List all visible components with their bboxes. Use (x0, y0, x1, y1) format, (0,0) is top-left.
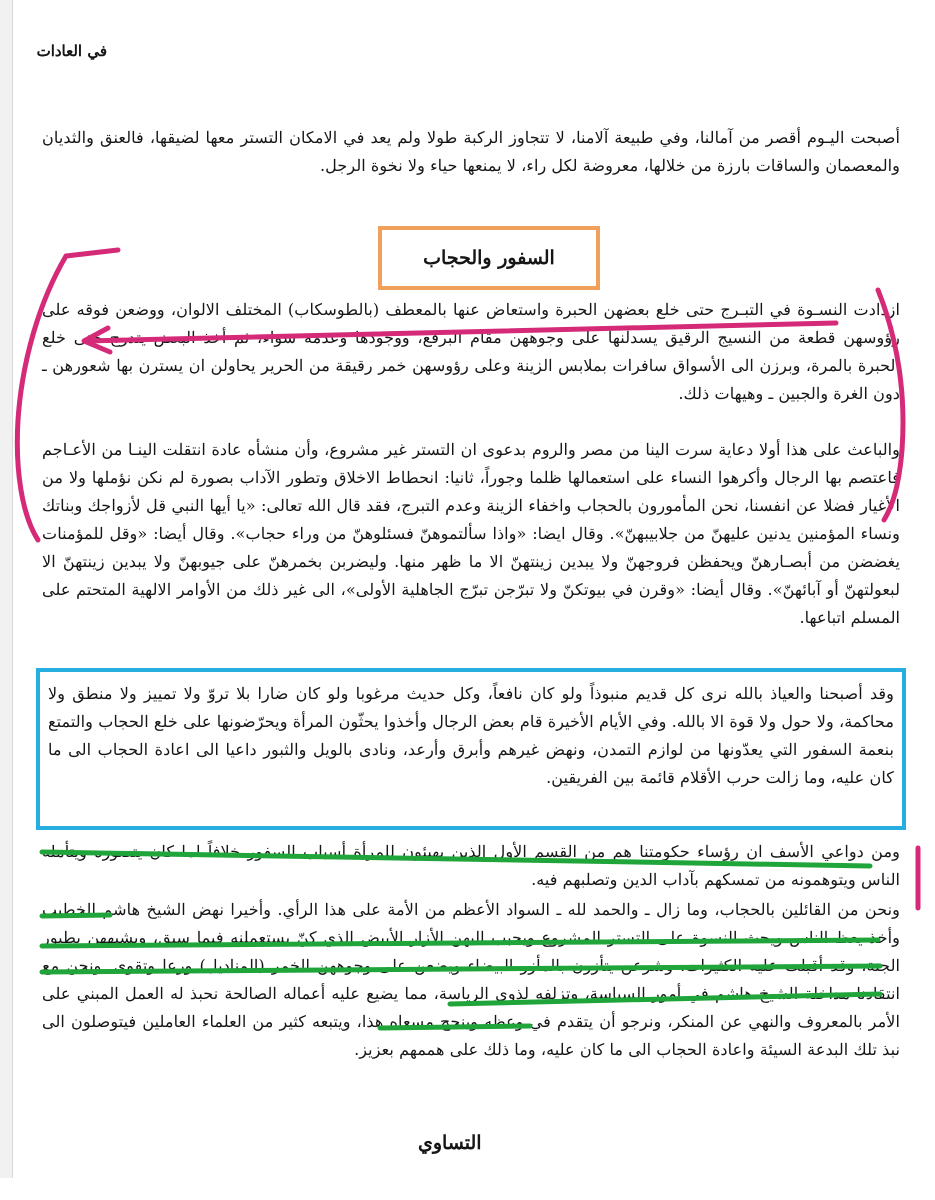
paragraph-1: ازدادت النسـوة في التبـرج حتى خلع بعضهن الحبرة واستعاض عنها بالمعطف (بالطوسكاب) المختلف الالوان، ووضعن فوقه على رؤوسهن قطعة من النسيج الرقيق يسدلنها على وجوههن مقام البرقع، ووجودها وعدمه سواء، ثم أخذ البعض يتدرج حتى خلع الحبرة بالمرة، وبرزن الى الأسواق سافرات بملابس الزينة وعلى رؤوسهن خمر رقيقة من الحرير يحاولن ان يسترن بها شعورهن ـ دون الغرة والجبين ـ وهيهات ذلك. (42, 300, 900, 403)
author-signature: التساوي (418, 1132, 482, 1154)
intro-paragraph: أصبحت اليـوم أقصر من آمالنا، وفي طبيعة آلامنا، لا تتجاوز الركبة طولا ولم يعد في الامكان التستر معها لضيقها، فالعنق والثديان والمعصمان والساقات بارزة من خلالها، معروضة لكل راء، لا يمنعها حياء ولا نخوة الرجل. (42, 128, 900, 175)
page-edge (0, 0, 13, 1178)
section-title-box (378, 226, 600, 290)
paragraph-2: والباعث على هذا أولا دعاية سرت الينا من مصر والروم بدعوى ان التستر غير مشروع، وأن منشأه عادة انتقلت الينـا من الأعـاجم فاعتصم بها الرجال وأكرهوا النساء على استعمالها ظلما وجوراً، ثانيا: انحطاط الاخلاق وتطور الآداب بصورة لم نكن نؤملها ولا من الأغيار فضلا عن انفسنا، نحن المأمورون بالحجاب واخفاء الزينة وعدم التبرج، فقد قال الله تعالى: «يا أيها النبي قل لأزواجك وبناتك ونساء المؤمنين يدنين عليهنّ من جلابيبهنّ». وقال ايضا: «واذا سألتموهنّ فسئلوهنّ من وراء حجاب». وقال أيضا: «وقل للمؤمنات يغضضن من أبصـارهنّ ويحفظن فروجهنّ ولا يبدين زينتهنّ الا ما ظهر منها. وليضربن بخمرهنّ على جيوبهنّ ولا يبدين زينتهنّ الا لبعولتهنّ أو آبائهنّ». وقال أيضا: «وقرن في بيوتكنّ ولا تبرّجن تبرّج الجاهلية الأولى»، الى غير ذلك من الأوامر الالهية المتحتم على المسلم اتباعها. (42, 440, 900, 627)
running-header: في العادات (36, 42, 107, 60)
paragraph-5: ونحن من القائلين بالحجاب، وما زال ـ والحمد لله ـ السواد الأعظم من الأمة على هذا الرأي. وأخيرا نهض الشيخ هاشم الخطيب وأخذ يعظ الناس ويحث النسوة على التستر المشروع ويحبب اليهن الأزار الأبيض الذي كنّ يستعملنه فيما سبق، ويشبههن بطيور الجنة، وقد أقبلت عليه الكثيرات، وشرعن يتأزرن بالمأزر البيضاء ويضعن على وجوههن الخمر (المناديل) ورعا وتقوى. ونحن مع انتقادنا مداخلة الشيخ هاشم في أمور السياسة، وتزلفه لذوي الرياسة، مما يضيع عليه أعماله الصالحة نحبذ له العمل المبني على الأمر بالمعروف والنهي عن المنكر، ونرجو أن يتقدم في وعظه وينجح مسعاه هذا، ويتبعه كثير من العلماء العاملين فيتوصلون الى نبذ تلك البدعة السيئة واعادة الحجاب الى ما كان عليه، وما ذلك على هممهم بعزيز. (42, 900, 900, 1059)
section-title: السفور والحجاب (423, 247, 555, 269)
pink-left-bracket-top (66, 250, 118, 256)
paragraph-3: وقد أصبحنا والعياذ بالله نرى كل قديم منبوذاً ولو كان نافعاً، وكل حديث مرغوبا ولو كان ضارا بلا تروّ ولا تمييز ولا منطق ولا محاكمة، ولا حول ولا قوة الا بالله. وفي الأيام الأخيرة قام بعض الرجال وأخذوا يحثّون المرأة ويحرّضونها على خلع الحجاب والتمتع بنعمة السفور التي يعدّونها من لوازم التمدن، ونهض غيرهم وأبرق وأرعد، ونادى بالويل والثبور داعيا الى اعادة الحجاب الى ما كان عليه، وما زالت حرب الأقلام قائمة بين الفريقين. (48, 684, 894, 787)
paragraph-4: ومن دواعي الأسف ان رؤساء حكومتنا هم من القسم الأول الذين يهيئون للمرأة أسباب السفور خلافاً لما كان يتصوره ويتأمله الناس ويتوهمونه من تمسكهم بآداب الدين وتصلبهم فيه. (42, 842, 900, 889)
